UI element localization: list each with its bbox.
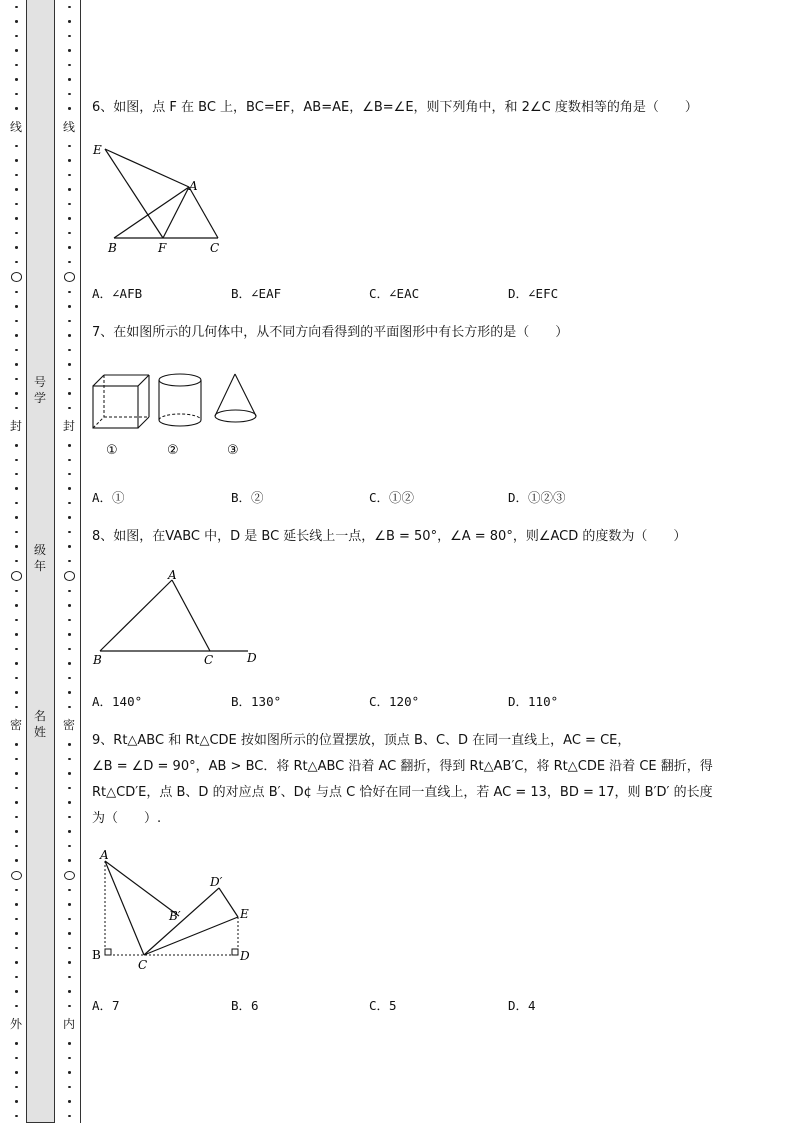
option-b: B．6 xyxy=(231,998,259,1013)
figure-label: ③ xyxy=(227,443,239,458)
seal-dot xyxy=(15,801,18,803)
option-d: D．①②③ xyxy=(508,490,566,505)
binding-margin xyxy=(0,0,82,1123)
seal-dot xyxy=(68,334,71,336)
seal-dot xyxy=(15,990,18,992)
vertex-label: D xyxy=(240,949,250,963)
seal-dot xyxy=(68,1005,71,1007)
seal-dot xyxy=(68,378,71,380)
option-a: A．7 xyxy=(92,998,120,1013)
seal-dot xyxy=(68,545,71,547)
seal-dot xyxy=(68,444,71,446)
seal-mark: 密 xyxy=(10,718,23,733)
seal-dot xyxy=(68,772,71,774)
question-9 xyxy=(92,731,630,751)
seal-dot xyxy=(68,107,71,109)
option-b: B．130° xyxy=(231,694,282,709)
question-number: 7、 xyxy=(92,325,114,340)
seal-dot xyxy=(15,961,18,963)
seal-dot xyxy=(15,174,18,176)
seal-circle xyxy=(64,272,75,281)
seal-dot xyxy=(68,990,71,992)
seal-dot xyxy=(68,961,71,963)
seal-dot xyxy=(15,1042,18,1044)
question-text: ∠B = ∠D = 90°，AB > BC．将 Rt△ABC 沿着 AC 翻折，得到 Rt△AB′C，将 Rt△CDE 沿着 CE 翻折，得 xyxy=(92,759,713,774)
option-c: C．5 xyxy=(369,998,397,1013)
seal-mark: 线 xyxy=(10,119,23,134)
seal-dot xyxy=(68,93,71,95)
seal-dot xyxy=(15,232,18,234)
seal-dot xyxy=(15,1057,18,1059)
vertex-label: C xyxy=(204,653,214,667)
seal-dot xyxy=(68,604,71,606)
seal-dot xyxy=(68,20,71,22)
seal-dot xyxy=(68,6,71,8)
seal-dot xyxy=(15,444,18,446)
vertex-label: D′ xyxy=(210,875,223,889)
option-d: D．110° xyxy=(508,694,559,709)
seal-dot xyxy=(15,662,18,664)
seal-dot xyxy=(15,619,18,621)
seal-dot xyxy=(68,320,71,322)
question-9-line-2 xyxy=(92,757,713,777)
vertex-label: B xyxy=(108,241,117,255)
seal-dot xyxy=(15,188,18,190)
option-a: A．① xyxy=(92,490,125,505)
field-name xyxy=(30,708,50,740)
seal-dot xyxy=(15,64,18,66)
seal-circle xyxy=(11,571,22,580)
seal-dot xyxy=(15,772,18,774)
seal-dot xyxy=(68,35,71,37)
seal-dot xyxy=(15,918,18,920)
seal-dot xyxy=(68,1071,71,1073)
vertex-label: F xyxy=(158,241,167,255)
seal-dot xyxy=(15,320,18,322)
seal-dot xyxy=(68,291,71,293)
seal-dot xyxy=(68,758,71,760)
option-b: B．② xyxy=(231,490,264,505)
seal-dot xyxy=(68,845,71,847)
option-d: D．∠EFC xyxy=(508,286,559,301)
seal-dot xyxy=(68,49,71,51)
vertex-label: C xyxy=(210,241,220,255)
outer-seal-column xyxy=(11,0,21,1123)
seal-mark: 线 xyxy=(63,119,76,134)
seal-dot xyxy=(15,560,18,562)
seal-dot xyxy=(15,758,18,760)
seal-dot xyxy=(68,1042,71,1044)
seal-dot xyxy=(68,363,71,365)
seal-dot xyxy=(68,473,71,475)
question-7 xyxy=(92,323,568,343)
seal-dot xyxy=(15,145,18,147)
seal-dot xyxy=(68,830,71,832)
seal-dot xyxy=(68,1086,71,1088)
field-label: 级年 xyxy=(33,543,46,573)
seal-dot xyxy=(15,35,18,37)
seal-dot xyxy=(15,459,18,461)
question-number: 8、 xyxy=(92,529,114,544)
seal-dot xyxy=(68,976,71,978)
seal-dot xyxy=(15,363,18,365)
option-c: C．①② xyxy=(369,490,415,505)
seal-dot xyxy=(15,976,18,978)
field-label: 名姓 xyxy=(33,709,46,739)
seal-dot xyxy=(68,232,71,234)
figure-label: ① xyxy=(106,443,118,458)
question-text: 为（ ）. xyxy=(92,811,162,826)
vertex-label: B′ xyxy=(169,909,181,923)
seal-dot xyxy=(15,305,18,307)
binding-line xyxy=(54,0,55,1123)
seal-dot xyxy=(15,545,18,547)
binding-line xyxy=(80,0,81,1123)
seal-dot xyxy=(15,706,18,708)
seal-dot xyxy=(15,830,18,832)
option-b: B．∠EAF xyxy=(231,286,282,301)
seal-dot xyxy=(15,502,18,504)
seal-dot xyxy=(15,392,18,394)
seal-dot xyxy=(15,787,18,789)
seal-dot xyxy=(68,174,71,176)
seal-dot xyxy=(15,334,18,336)
seal-dot xyxy=(68,407,71,409)
seal-dot xyxy=(68,903,71,905)
seal-dot xyxy=(68,203,71,205)
seal-dot xyxy=(68,1100,71,1102)
option-a: A．∠AFB xyxy=(92,286,143,301)
seal-dot xyxy=(68,246,71,248)
seal-mark: 密 xyxy=(63,718,76,733)
seal-dot xyxy=(68,392,71,394)
vertex-label: A xyxy=(168,568,177,582)
seal-dot xyxy=(15,407,18,409)
seal-dot xyxy=(15,859,18,861)
seal-dot xyxy=(15,78,18,80)
seal-dot xyxy=(68,932,71,934)
seal-mark: 外 xyxy=(10,1017,23,1032)
question-text: Rt△CD′E，点 B、D 的对应点 B′、D¢ 与点 C 恰好在同一直线上，若 AC = 13，BD = 17，则 B′D′ 的长度 xyxy=(92,785,713,800)
seal-dot xyxy=(68,677,71,679)
seal-dot xyxy=(15,903,18,905)
seal-circle xyxy=(11,871,22,880)
seal-dot xyxy=(15,261,18,263)
seal-dot xyxy=(15,49,18,51)
seal-dot xyxy=(68,1057,71,1059)
seal-dot xyxy=(68,801,71,803)
seal-dot xyxy=(68,145,71,147)
field-student-number xyxy=(30,374,50,406)
seal-dot xyxy=(15,516,18,518)
field-label: 号学 xyxy=(33,375,46,405)
vertex-label: E xyxy=(240,907,249,921)
seal-dot xyxy=(68,188,71,190)
seal-dot xyxy=(68,1115,71,1117)
seal-dot xyxy=(68,619,71,621)
question-number: 6、 xyxy=(92,100,114,115)
seal-dot xyxy=(15,743,18,745)
seal-dot xyxy=(68,64,71,66)
seal-dot xyxy=(68,217,71,219)
seal-dot xyxy=(15,246,18,248)
seal-dot xyxy=(15,633,18,635)
seal-dot xyxy=(68,159,71,161)
seal-dot xyxy=(68,516,71,518)
figure-q9 xyxy=(88,845,263,975)
question-9-line-4 xyxy=(92,809,161,829)
seal-dot xyxy=(68,706,71,708)
question-number: 9、 xyxy=(92,733,114,748)
seal-dot xyxy=(15,6,18,8)
seal-dot xyxy=(68,261,71,263)
seal-dot xyxy=(68,859,71,861)
seal-dot xyxy=(15,947,18,949)
question-text: Rt△ABC 和 Rt△CDE 按如图所示的位置摆放，顶点 B、C、D 在同一直线上，AC = CE， xyxy=(113,733,631,748)
vertex-label: D xyxy=(247,651,257,665)
figure-q7 xyxy=(88,370,278,465)
seal-dot xyxy=(15,217,18,219)
seal-dot xyxy=(68,816,71,818)
vertex-label: B xyxy=(93,653,102,667)
question-text: 如图，在VABC 中，D 是 BC 延长线上一点，∠B = 50°，∠A = 80°，则∠ACD 的度数为（ ） xyxy=(113,529,687,544)
seal-dot xyxy=(68,889,71,891)
seal-dot xyxy=(15,93,18,95)
seal-dot xyxy=(68,918,71,920)
seal-dot xyxy=(68,349,71,351)
seal-dot xyxy=(15,378,18,380)
seal-circle xyxy=(64,571,75,580)
field-grade xyxy=(30,542,50,574)
seal-dot xyxy=(68,459,71,461)
question-6 xyxy=(92,98,698,118)
option-c: C．120° xyxy=(369,694,420,709)
seal-dot xyxy=(15,932,18,934)
vertex-label: C xyxy=(138,958,148,972)
seal-dot xyxy=(68,502,71,504)
seal-dot xyxy=(15,590,18,592)
seal-dot xyxy=(68,648,71,650)
seal-dot xyxy=(68,531,71,533)
seal-dot xyxy=(15,889,18,891)
question-8 xyxy=(92,527,686,547)
vertex-label: A xyxy=(189,179,198,193)
seal-dot xyxy=(15,203,18,205)
seal-dot xyxy=(15,159,18,161)
figure-q8 xyxy=(88,565,278,675)
seal-dot xyxy=(15,845,18,847)
seal-circle xyxy=(11,272,22,281)
seal-dot xyxy=(15,816,18,818)
seal-dot xyxy=(15,691,18,693)
seal-dot xyxy=(15,648,18,650)
seal-dot xyxy=(68,662,71,664)
seal-dot xyxy=(68,633,71,635)
seal-dot xyxy=(15,473,18,475)
seal-dot xyxy=(15,291,18,293)
option-a: A．140° xyxy=(92,694,143,709)
seal-dot xyxy=(15,677,18,679)
inner-seal-column xyxy=(64,0,74,1123)
option-d: D．4 xyxy=(508,998,536,1013)
seal-dot xyxy=(68,590,71,592)
vertex-label: B xyxy=(92,948,101,962)
seal-dot xyxy=(15,531,18,533)
seal-dot xyxy=(68,78,71,80)
seal-dot xyxy=(68,487,71,489)
figure-q6 xyxy=(88,140,238,260)
seal-circle xyxy=(64,871,75,880)
seal-dot xyxy=(68,691,71,693)
figure-label: ② xyxy=(167,443,179,458)
question-9-line-3 xyxy=(92,783,713,803)
seal-dot xyxy=(68,947,71,949)
seal-mark: 封 xyxy=(63,419,76,434)
vertex-label: E xyxy=(93,143,102,157)
option-c: C．∠EAC xyxy=(369,286,420,301)
seal-dot xyxy=(68,787,71,789)
seal-mark: 内 xyxy=(63,1017,76,1032)
question-text: 如图，点 F 在 BC 上，BC=EF，AB=AE，∠B=∠E，则下列角中，和 2∠C 度数相等的角是（ ） xyxy=(113,100,698,115)
seal-dot xyxy=(68,560,71,562)
seal-dot xyxy=(15,1100,18,1102)
seal-dot xyxy=(68,743,71,745)
seal-dot xyxy=(15,349,18,351)
seal-dot xyxy=(15,1071,18,1073)
seal-dot xyxy=(15,20,18,22)
seal-dot xyxy=(15,487,18,489)
seal-dot xyxy=(15,1086,18,1088)
seal-dot xyxy=(15,604,18,606)
seal-dot xyxy=(15,1115,18,1117)
seal-mark: 封 xyxy=(10,419,23,434)
seal-dot xyxy=(15,1005,18,1007)
question-text: 在如图所示的几何体中，从不同方向看得到的平面图形中有长方形的是（ ） xyxy=(113,325,569,340)
seal-dot xyxy=(68,305,71,307)
vertex-label: A xyxy=(100,848,109,862)
seal-dot xyxy=(15,107,18,109)
